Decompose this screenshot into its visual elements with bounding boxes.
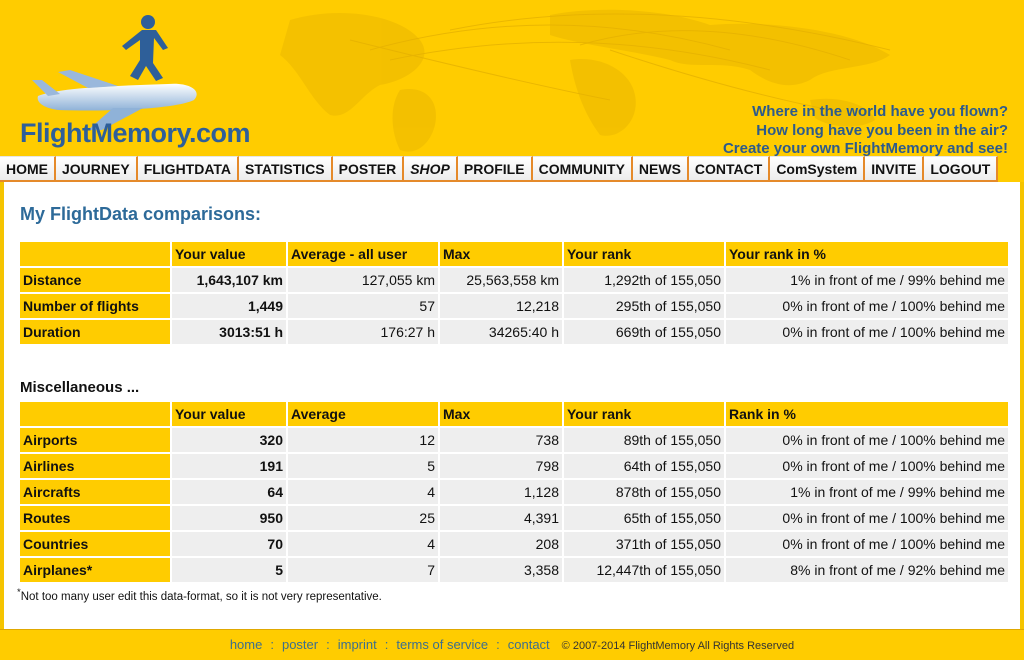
nav-poster[interactable]: POSTER	[333, 156, 405, 182]
average-cell: 4	[288, 480, 438, 504]
main-navigation	[0, 156, 1024, 182]
nav-comsystem[interactable]: ComSystem	[770, 156, 865, 182]
row-label: Airplanes*	[20, 558, 170, 582]
rank-cell: 878th of 155,050	[564, 480, 724, 504]
footer-separator: :	[384, 637, 389, 652]
row-label: Routes	[20, 506, 170, 530]
flightdata-comparison-table	[18, 240, 1010, 346]
table-header-cell: Your rank in %	[726, 242, 1008, 266]
site-footer	[0, 629, 1024, 660]
average-cell: 25	[288, 506, 438, 530]
footer-separator: :	[326, 637, 330, 652]
row-label: Airlines	[20, 454, 170, 478]
table-row	[20, 558, 1008, 582]
max-cell: 798	[440, 454, 562, 478]
average-cell: 176:27 h	[288, 320, 438, 344]
rank-cell: 1,292th of 155,050	[564, 268, 724, 292]
table-header-cell: Average - all user	[288, 242, 438, 266]
your-value-cell: 1,449	[172, 294, 286, 318]
row-label: Airports	[20, 428, 170, 452]
nav-shop[interactable]: SHOP	[404, 156, 458, 182]
table-header-cell: Rank in %	[726, 402, 1008, 426]
rank-cell: 64th of 155,050	[564, 454, 724, 478]
max-cell: 25,563,558 km	[440, 268, 562, 292]
table-header-cell: Your value	[172, 402, 286, 426]
rank-cell: 89th of 155,050	[564, 428, 724, 452]
footnote-mark: *	[17, 587, 21, 598]
row-label: Aircrafts	[20, 480, 170, 504]
table-header-cell	[20, 242, 170, 266]
site-header	[0, 0, 1024, 156]
nav-invite[interactable]: INVITE	[865, 156, 924, 182]
rank-percent-cell: 0% in front of me / 100% behind me	[726, 454, 1008, 478]
rank-cell: 12,447th of 155,050	[564, 558, 724, 582]
max-cell: 738	[440, 428, 562, 452]
table-header-row	[20, 402, 1008, 426]
table-row	[20, 320, 1008, 344]
footer-link-terms[interactable]: terms of service	[396, 637, 489, 652]
your-value-cell: 70	[172, 532, 286, 556]
max-cell: 12,218	[440, 294, 562, 318]
rank-cell: 65th of 155,050	[564, 506, 724, 530]
footer-link-home[interactable]: home	[229, 637, 263, 652]
footer-separator: :	[496, 637, 500, 652]
table-row	[20, 532, 1008, 556]
nav-community[interactable]: COMMUNITY	[533, 156, 633, 182]
nav-contact[interactable]: CONTACT	[689, 156, 770, 182]
table-row	[20, 294, 1008, 318]
max-cell: 1,128	[440, 480, 562, 504]
your-value-cell: 950	[172, 506, 286, 530]
table-row	[20, 480, 1008, 504]
rank-percent-cell: 8% in front of me / 92% behind me	[726, 558, 1008, 582]
tagline-line: Where in the world have you flown?	[752, 103, 1008, 120]
max-cell: 34265:40 h	[440, 320, 562, 344]
table-row	[20, 268, 1008, 292]
rank-cell: 371th of 155,050	[564, 532, 724, 556]
average-cell: 12	[288, 428, 438, 452]
rank-percent-cell: 0% in front of me / 100% behind me	[726, 320, 1008, 344]
tagline-line: How long have you been in the air?	[756, 121, 1008, 139]
nav-profile[interactable]: PROFILE	[458, 156, 533, 182]
nav-statistics[interactable]: STATISTICS	[239, 156, 333, 182]
nav-logout[interactable]: LOGOUT	[924, 156, 998, 182]
page-title: My FlightData comparisons:	[20, 204, 262, 224]
rank-percent-cell: 1% in front of me / 99% behind me	[726, 268, 1008, 292]
table-header-cell: Your rank	[564, 242, 724, 266]
rank-percent-cell: 0% in front of me / 100% behind me	[726, 428, 1008, 452]
max-cell: 4,391	[440, 506, 562, 530]
rank-percent-cell: 0% in front of me / 100% behind me	[726, 506, 1008, 530]
your-value-cell: 191	[172, 454, 286, 478]
your-value-cell: 320	[172, 428, 286, 452]
nav-flightdata[interactable]: FLIGHTDATA	[138, 156, 239, 182]
table-header-cell: Max	[440, 402, 562, 426]
miscellaneous-comparison-table	[18, 400, 1010, 584]
rank-cell: 295th of 155,050	[564, 294, 724, 318]
row-label: Countries	[20, 532, 170, 556]
average-cell: 7	[288, 558, 438, 582]
your-value-cell: 1,643,107 km	[172, 268, 286, 292]
max-cell: 3,358	[440, 558, 562, 582]
footer-link-imprint[interactable]: imprint	[337, 637, 377, 652]
footer-link-contact[interactable]: contact	[507, 637, 550, 652]
rank-percent-cell: 0% in front of me / 100% behind me	[726, 532, 1008, 556]
average-cell: 127,055 km	[288, 268, 438, 292]
your-value-cell: 3013:51 h	[172, 320, 286, 344]
footnote	[17, 587, 382, 603]
table-row	[20, 454, 1008, 478]
rank-cell: 669th of 155,050	[564, 320, 724, 344]
your-value-cell: 64	[172, 480, 286, 504]
rank-percent-cell: 0% in front of me / 100% behind me	[726, 294, 1008, 318]
table-row	[20, 428, 1008, 452]
header-tagline	[723, 103, 1008, 156]
nav-news[interactable]: NEWS	[633, 156, 689, 182]
nav-journey[interactable]: JOURNEY	[56, 156, 138, 182]
max-cell: 208	[440, 532, 562, 556]
footnote-text: Not too many user edit this data-format, so it is not very representative.	[20, 590, 382, 603]
table-header-cell: Average	[288, 402, 438, 426]
table-header-cell: Max	[440, 242, 562, 266]
row-label: Distance	[20, 268, 170, 292]
average-cell: 4	[288, 532, 438, 556]
footer-separator: :	[270, 637, 274, 652]
misc-section-title: Miscellaneous ...	[20, 379, 140, 396]
your-value-cell: 5	[172, 558, 286, 582]
table-row	[20, 506, 1008, 530]
copyright-text: © 2007-2014 FlightMemory All Rights Reserved	[561, 640, 795, 652]
table-header-cell: Your value	[172, 242, 286, 266]
average-cell: 57	[288, 294, 438, 318]
rank-percent-cell: 1% in front of me / 99% behind me	[726, 480, 1008, 504]
footer-link-poster[interactable]: poster	[281, 637, 319, 652]
table-header-row	[20, 242, 1008, 266]
row-label: Duration	[20, 320, 170, 344]
site-logo-text[interactable]: FlightMemory.com	[20, 118, 251, 148]
nav-home[interactable]: HOME	[0, 156, 56, 182]
tagline-line: Create your own FlightMemory and see!	[722, 140, 1008, 156]
table-header-cell	[20, 402, 170, 426]
table-header-cell: Your rank	[564, 402, 724, 426]
average-cell: 5	[288, 454, 438, 478]
row-label: Number of flights	[20, 294, 170, 318]
